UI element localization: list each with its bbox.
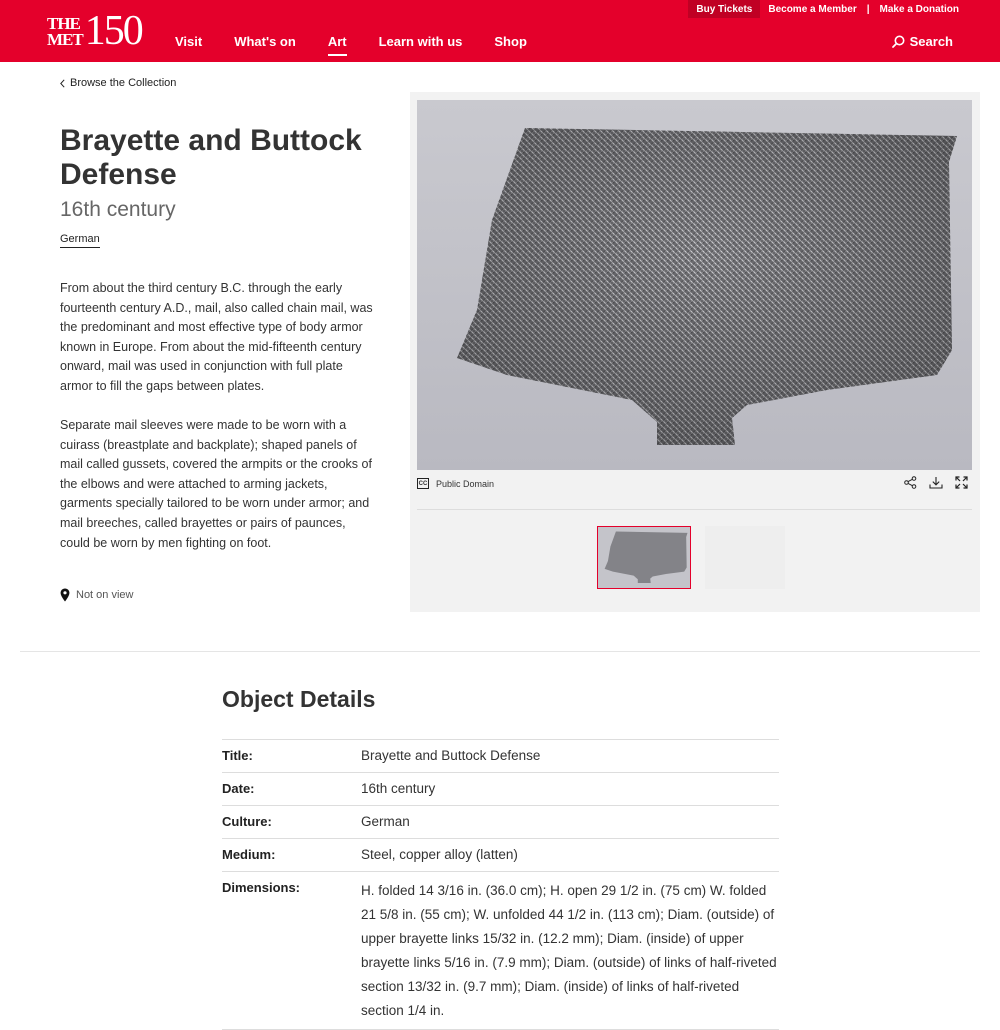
details-label: Date:: [222, 781, 255, 796]
main-nav: [175, 34, 559, 49]
object-description-paragraph: From about the third century B.C. through the early fourteenth century A.D., mail, also called chain mail, was the predominant and most effective type of body armor known in Europe. From about the mid-fifteenth century onward, mail was used in conjunction with full plate armor to fill the gaps between plates.: [60, 281, 373, 393]
details-value: 16th century: [361, 781, 436, 796]
browse-collection-link[interactable]: [60, 77, 176, 89]
location-status: [60, 588, 133, 602]
share-button[interactable]: [904, 476, 917, 489]
license-info[interactable]: [417, 478, 494, 489]
search-icon: [892, 35, 905, 48]
buy-tickets-link[interactable]: Buy Tickets: [688, 0, 760, 18]
download-button[interactable]: [929, 476, 943, 489]
details-row-date: [222, 773, 779, 806]
details-label: Title:: [222, 748, 253, 763]
details-value: Steel, copper alloy (latten): [361, 847, 518, 862]
details-row-dimensions: [222, 872, 779, 1030]
image-thumbnail[interactable]: [705, 526, 785, 589]
object-date: 16th century: [60, 198, 176, 221]
chainmail-brayette-image: [417, 100, 972, 470]
object-main-image[interactable]: [417, 100, 972, 470]
panel-divider: [417, 509, 972, 510]
utility-bar: [688, 0, 963, 18]
section-divider: [20, 651, 980, 652]
details-value: Brayette and Buttock Defense: [361, 748, 541, 763]
nav-item-whats-on[interactable]: What's on: [234, 34, 296, 49]
object-details-table: [222, 739, 779, 1030]
logo-number: 150: [84, 8, 142, 54]
details-label: Medium:: [222, 847, 276, 862]
site-header: [0, 0, 1000, 62]
met-150-logo[interactable]: [47, 8, 142, 54]
browse-label: Browse the Collection: [70, 77, 177, 89]
details-row-title: [222, 740, 779, 773]
object-culture-link[interactable]: German: [60, 233, 100, 248]
details-row-medium: [222, 839, 779, 872]
public-domain-icon: CC: [417, 478, 429, 489]
location-pin-icon: [60, 588, 70, 602]
utility-separator: |: [866, 3, 870, 15]
nav-item-shop[interactable]: Shop: [494, 34, 527, 49]
fullscreen-icon: [955, 476, 968, 489]
image-thumbnail-selected[interactable]: [597, 526, 691, 589]
logo-top: THE: [47, 14, 80, 33]
details-row-culture: [222, 806, 779, 839]
details-value: German: [361, 814, 410, 829]
share-icon: [904, 476, 917, 489]
download-icon: [929, 476, 943, 489]
donate-link[interactable]: Make a Donation: [879, 3, 959, 15]
search-button[interactable]: [892, 34, 953, 49]
become-member-link[interactable]: Become a Member: [768, 3, 857, 15]
nav-item-art[interactable]: Art: [327, 34, 347, 49]
location-status-label: Not on view: [76, 589, 134, 601]
object-description-paragraph: Separate mail sleeves were made to be worn with a cuirass (breastplate and backplate); shaped panels of mail called gussets, covered the armpits or the crooks of the elbows and were attached to arming jackets, garments specially tailored to be worn under armor; and mail breeches, called brayettes or pairs of paunces, could be worn by men fighting on foot.: [60, 418, 372, 550]
logo-wordmark: [47, 16, 83, 48]
object-details-heading: Object Details: [222, 686, 376, 712]
details-label: Dimensions:: [222, 880, 301, 895]
image-viewer-panel: [410, 92, 980, 612]
details-value: H. folded 14 3/16 in. (36.0 cm); H. open 29 1/2 in. (75 cm) W. folded 21 5/8 in. (55 cm); W. unfolded 44 1/2 in. (113 cm); Diam. (outside) of upper brayette links 15/32 in. (12.2 mm); Diam. (inside) of upper brayette links 5/16 in. (7.9 mm); Diam. (outside) of links of half-riveted section 13/32 in. (9.7 mm); Diam. (inside) of links of half-riveted section 1/4 in.: [361, 883, 777, 1018]
details-label: Culture:: [222, 814, 272, 829]
thumbnail-image: [598, 527, 690, 587]
search-label: Search: [909, 34, 953, 49]
fullscreen-button[interactable]: [955, 476, 968, 489]
nav-item-visit[interactable]: Visit: [175, 34, 203, 49]
logo-bottom: MET: [47, 30, 83, 49]
object-title: Brayette and Buttock Defense: [60, 124, 362, 191]
chevron-left-icon: [60, 79, 65, 88]
nav-item-learn[interactable]: Learn with us: [378, 34, 463, 49]
license-label: Public Domain: [436, 478, 495, 489]
image-tools: [892, 476, 968, 489]
